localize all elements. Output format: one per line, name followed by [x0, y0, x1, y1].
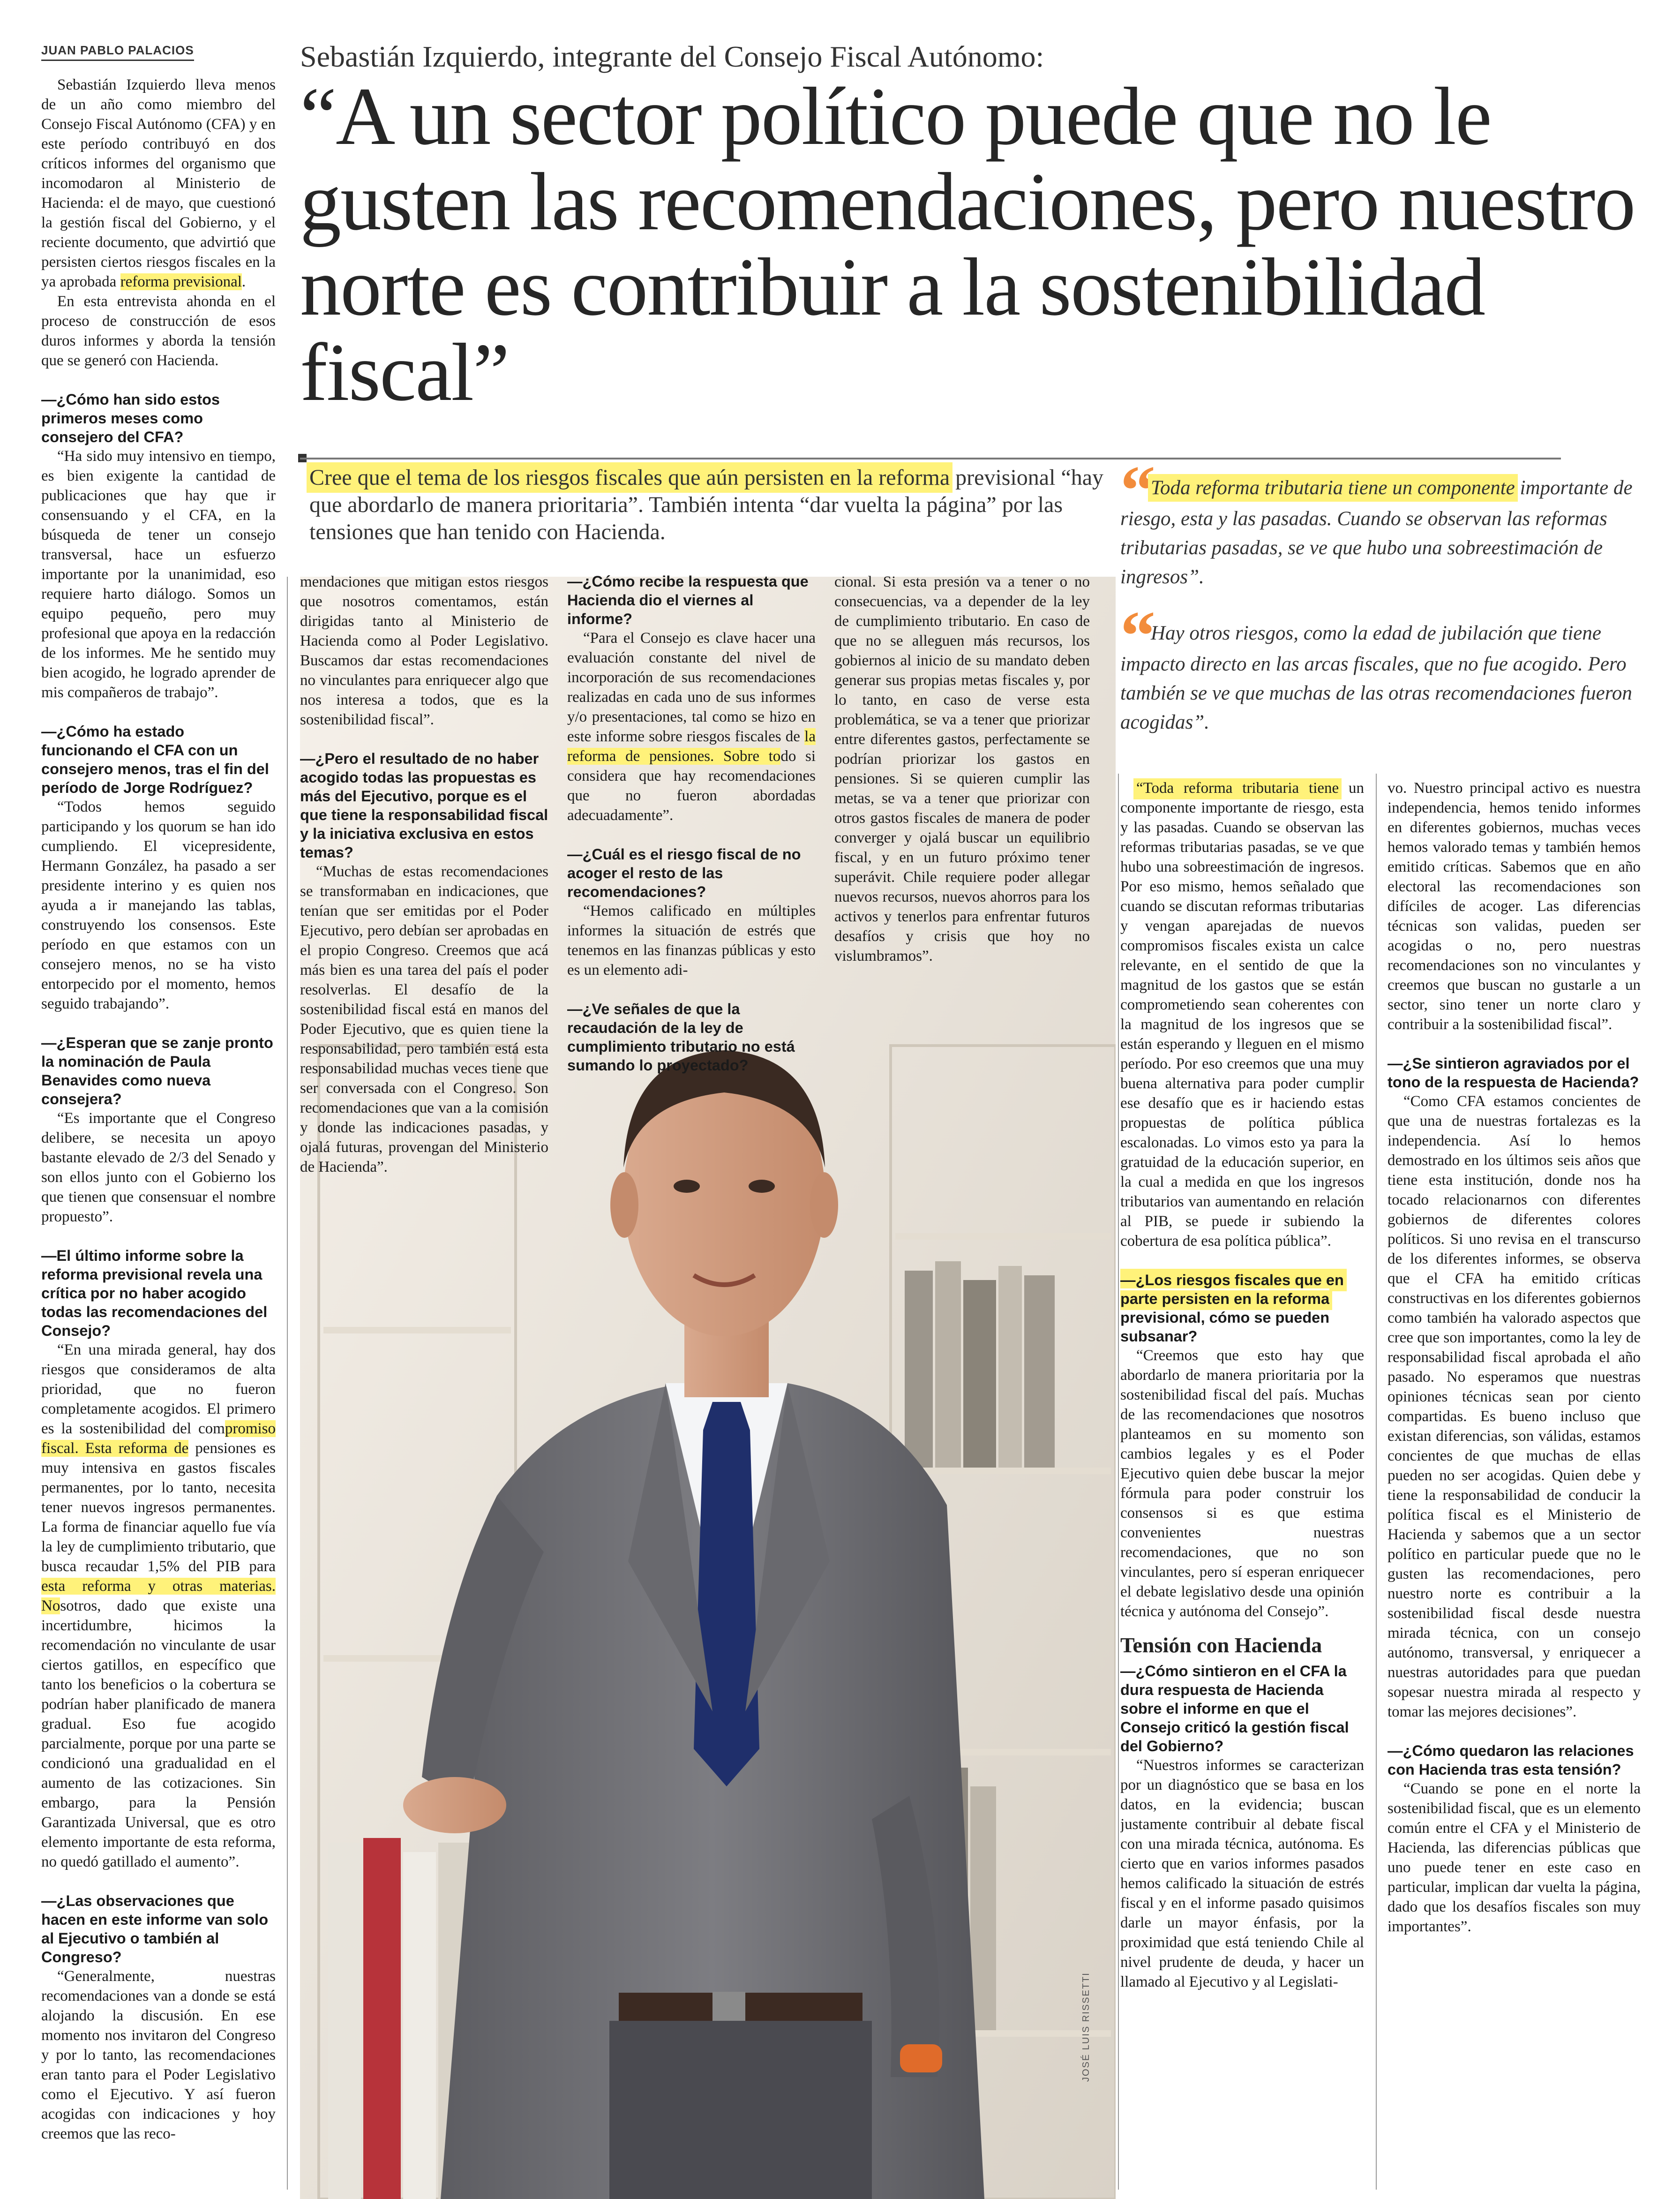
column-divider [1376, 774, 1377, 2190]
question: —¿Pero el resultado de no haber acogido todas las propuestas es más del Ejecutivo, porque es el que tiene la responsabilidad fiscal y la iniciativa exclusiva en estos temas? [300, 750, 548, 861]
paragraph: vo. Nuestro principal activo es nuestra independencia, hemos tenido informes en diferentes gobiernos, muchas veces hemos valorado temas y también hemos emitido críticas. Sabemos que en año electoral las recomendaciones son difíciles de acoger. Las diferencias técnicas son validas, pueden ser acogidas o no, pero nuestras recomendaciones son no vinculantes y creemos que buscan no gustarle a un sector, sino tener un norte claro y contribuir a la sostenibilidad fiscal”. [1388, 780, 1641, 1033]
question: —¿Cuál es el riesgo fiscal de no acoger el resto de las recomendaciones? [567, 846, 801, 900]
question: —¿Ve señales de que la recaudación de la ley de cumplimiento tributario no está sumando lo proyectado? [567, 1001, 795, 1074]
headline: “A un sector político puede que no le gusten las recomendaciones, pero nuestro norte es contribuir a la sostenibilidad fiscal” [300, 71, 1635, 418]
answer: “Nuestros informes se caracterizan por un diagnóstico que se basa en los datos, en la evidencia; buscan justamente contribuir al debate fiscal con una mirada técnica, autónoma. Es cierto que en varios informes pasados hemos calificado la situación de estrés fiscal y en el informe pasado quisimos darle un mayor énfasis, por la proximidad que está teniendo Chile al nivel prudente de deuda, y hacer un llamado al Ejecutivo y al Legislati- [1120, 1757, 1364, 1990]
answer: “Todos hemos seguido participando y los quorum se han ido cumpliendo. El vicepresidente, Hermann González, ha pasado a ser presidente interino y es quien nos ayuda a ir manejando las tablas, construyendo los consensos. Este período en que estamos con un consejero menos, no se ha visto entorpecido por el momento, hemos seguido trabajando”. [41, 798, 276, 1012]
lead-highlight: Cree que el tema de los riesgos fiscales que aún persisten en la reforma [309, 465, 950, 490]
question: —¿Los riesgos fiscales que en parte persisten en la reforma previsional, cómo se pueden subsanar? [1120, 1272, 1344, 1345]
question: —¿Esperan que se zanje pronto la nominación de Paula Benavides como nueva consejera? [41, 1034, 273, 1107]
answer: “Para el Consejo es clave hacer una evaluación constante del nivel de incorporación de sus recomendaciones realizadas en cada uno de sus informes y/o presentaciones, tal como se hizo en este informe sobre riesgos fiscales de la reforma de pensiones. Sobre todo si considera que hay recomendaciones que no fueron abordadas adecuadamente”. [567, 630, 816, 824]
column-divider [287, 577, 288, 2190]
question: —¿Las observaciones que hacen en este informe van solo al Ejecutivo o también al Congreso? [41, 1892, 269, 1966]
answer: “Ha sido muy intensivo en tiempo, es bien exigente la cantidad de publicaciones que hay que ir consensuando y el CFA, en la búsqueda de tener un consejo transversal, hace un esfuerzo importante por la unanimidad, eso requiere harto diálogo. Somos un equipo pequeño, pero muy profesional que apoya en la redacción de los informes. Me he sentido muy bien acogido, he logrado aprender de mis compañeros de trabajo”. [41, 448, 276, 701]
answer: “Hemos calificado en múltiples informes la situación de estrés que tenemos en las finanzas públicas y esto es un elemento adi- [567, 903, 816, 979]
intro-paragraph-2: En esta entrevista ahonda en el proceso de construcción de esos duros informes y aborda la tensión que se generó con Hacienda. [41, 293, 276, 369]
article-column-6 [1388, 778, 1641, 2194]
article-column-4 [834, 572, 1090, 1013]
pull-quote-1-rest: importante de riesgo, esta y las pasadas. Cuando se observan las reformas tributarias pasadas, se ve que hubo una sobreestimación de ingresos”. [1120, 477, 1633, 588]
pull-quote-1 [1120, 452, 1645, 592]
byline: JUAN PABLO PALACIOS [41, 43, 194, 61]
answer: “Cuando se pone en el norte la sostenibilidad fiscal, que es un elemento común entre el CFA y el Ministerio de Hacienda, las diferencias públicas que uno puede tener en este caso en particular, implican dar vuelta la página, dado que los desafíos fiscales son muy importantes”. [1388, 1780, 1641, 1935]
lead-rest: previsional “hay que abordarlo de manera prioritaria”. También intenta “dar vuelta la página” por las tensiones que han tenido con Hacienda. [309, 465, 1104, 544]
lead-rule [300, 458, 1561, 459]
article-column-3 [567, 572, 816, 1125]
question: —¿Se sintieron agraviados por el tono de la respuesta de Hacienda? [1388, 1055, 1639, 1091]
question: —¿Cómo recibe la respuesta que Hacienda dio el viernes al informe? [567, 573, 809, 627]
column-divider [1118, 774, 1119, 2190]
answer: “Creemos que esto hay que abordarlo de manera prioritaria por la sostenibilidad fiscal del país. Muchas de las recomendaciones que nosotros planteamos en su momento son cambios legales y es el Poder Ejecutivo quien debe buscar la mejor fórmula para poder construir los consensos si es que estima convenientes nuestras recomendaciones, que no son vinculantes, pero sí esperan enriquecer el debate legislativo desde una opinión técnica y autónoma del Consejo”. [1120, 1347, 1364, 1620]
answer: “Generalmente, nuestras recomendaciones van a donde se está alojando la discusión. En ese momento nos invitaron del Congreso y por lo tanto, las recomendaciones eran tanto para el Poder Legislativo como el Ejecutivo. Y así fueron acogidas con indicaciones y hoy creemos que las reco- [41, 1968, 276, 2142]
lead-paragraph [309, 464, 1116, 546]
photo-credit: JOSÉ LUIS RISSETTI [1081, 1972, 1091, 2082]
article-column-5 [1120, 778, 1364, 2194]
pull-quote-1-highlight: Toda reforma tributaria tiene un componente [1151, 477, 1515, 499]
quote-mark-icon: “ [1120, 597, 1146, 675]
quote-mark-icon: “ [1120, 452, 1146, 529]
answer: “Toda reforma tributaria tiene un componente importante de riesgo, esta y las pasadas. Cuando se observan las reformas tributarias pasadas, se ve que hubo una sobreestimación de ingresos. Por eso mismo, hemos señalado que cuando se discutan reformas tributarias y vengan aparejadas de nuevos compromisos fiscales exista un calce relevante, en el sentido de que la magnitud de los gastos que se están comprometiendo sean coherentes con la magnitud de los ingresos que se están esperando y lleguen en el mismo período. Por eso creemos que una muy buena alternativa para poder cumplir ese desafío que es ir haciendo estas propuestas de política pública escalonadas. Lo vimos esto ya para la gratuidad de la educación superior, en la cual a medida en que los ingresos tributarios van aumentando en relación al PIB, se puede ir subiendo la cobertura de esa política pública”. [1120, 780, 1364, 1250]
paragraph: mendaciones que mitigan estos riesgos que nosotros comentamos, están dirigidas tanto al Ministerio de Hacienda como al Poder Legislativo. Buscamos dar estas recomendaciones no vinculantes para enriquecer algo que nos interesa a todos, que es la sostenibilidad fiscal”. [300, 573, 548, 728]
question: —¿Cómo sintieron en el CFA la dura respuesta de Hacienda sobre el informe en que el Consejo criticó la gestión fiscal del Gobierno? [1120, 1663, 1349, 1755]
pull-quote-2-text: Hay otros riesgos, como la edad de jubilación que tiene impacto directo en las arcas fiscales, que no fue acogido. Pero también se ve que muchas de las otras recomendaciones fueron acogidas”. [1120, 622, 1632, 733]
question: —¿Cómo han sido estos primeros meses como consejero del CFA? [41, 391, 220, 445]
answer: “Es importante que el Congreso delibere, se necesita un apoyo bastante elevado de 2/3 del Senado y son ellos junto con el Gobierno los que tienen que consensuar el nombre propuesto”. [41, 1110, 276, 1225]
kicker: Sebastián Izquierdo, integrante del Consejo Fiscal Autónomo: [300, 40, 1044, 73]
pull-quote-2 [1120, 597, 1645, 737]
article-column-1 [41, 75, 276, 2194]
paragraph: cional. Si esta presión va a tener o no consecuencias, va a depender de la ley de cumplimiento tributario. En caso de que no se alleguen más recursos, los gobiernos al inicio de su mandato deben generar sus propias metas fiscales y, por lo tanto, en caso de verse esta problemática, se va a tener que priorizar entre diferentes gastos, perfectamente se podrían priorizar los gastos en pensiones. Si se quieren cumplir las metas, se va a tener que priorizar con otros gastos fiscales de manera de poder converger y ojalá buscar un equilibrio fiscal, y en un futuro próximo tener superávit. Chile requiere poder allegar nuevos recursos, nuevos ahorros para los activos y tenerlos para enfrentar futuros desafíos y crisis que hoy no vislumbramos”. [834, 573, 1090, 964]
answer: “Muchas de estas recomendaciones se transformaban en indicaciones, que tenían que ser emitidas por el Poder Ejecutivo, pero debían ser aprobadas en el propio Congreso. Creemos que acá más bien es una tarea del país el poder resolverlas. El desafío de la sostenibilidad fiscal está en manos del Poder Ejecutivo, que es quien tiene la responsabilidad, pero también está esta responsabilidad muchas veces tiene que ser conversada con el Congreso. Son recomendaciones que van a la comisión y donde las indicaciones pasadas, y ojalá futuras, provengan del Ministerio de Hacienda”. [300, 863, 548, 1175]
answer: “Como CFA estamos concientes de que una de nuestras fortalezas es la independencia. Así lo hemos demostrado en los últimos seis años que tiene esta institución, donde nos ha tocado relacionarnos con diferentes gobiernos de diferentes colores políticos. Si uno revisa en el transcurso de los diferentes informes, se observa que el CFA ha emitido críticas constructivas en los diferentes gobiernos como también ha valorado aspectos que cree que son importantes, como la ley de responsabilidad fiscal aprobada el año pasado. No esperamos que nuestras opiniones técnicas sean por ciento compartidas. Es bueno incluso que existan diferencias, son válidas, estamos concientes de que muchas de ellas pueden no ser acogidas. Quien debe y tiene la responsabilidad de conducir la política fiscal es el Ministerio de Hacienda y sabemos que a un sector político en particular puede que no le gusten las recomendaciones, pero nuestro norte es contribuir a la sostenibilidad fiscal desde nuestra mirada técnica, con un consejo autónomo, transversal, y enriquecer a nuestras autoridades para que puedan sopesar nuestra mirada al respecto y tomar las mejores decisiones”. [1388, 1093, 1641, 1720]
answer: “En una mirada general, hay dos riesgos que consideramos de alta prioridad, que no fueron completamente acogidos. El primero es la sostenibilidad del compromiso fiscal. Esta reforma de pensiones es muy intensiva en gastos fiscales permanentes, por lo tanto, necesita tener nuevos ingresos permanentes. La forma de financiar aquello fue vía la ley de cumplimiento tributario, que busca recaudar 1,5% del PIB para esta reforma y otras materias. Nosotros, dado que existe una incertidumbre, hicimos la recomendación no vinculante de usar ciertos gatillos, en específico que tanto los beneficios o la cobertura se podrían haber planificado de manera gradual. Eso fue acogido parcialmente, porque por una parte se condicionó una gradualidad en el aumento de las cotizaciones. Sin embargo, para la Pensión Garantizada Universal, que es otro elemento importante de esta reforma, no quedó gatillado el aumento”. [41, 1341, 276, 1870]
question: —¿Cómo ha estado funcionando el CFA con un consejero menos, tras el fin del período de Jorge Rodríguez? [41, 723, 269, 796]
intro-paragraph: Sebastián Izquierdo lleva menos de un año como miembro del Consejo Fiscal Autónomo (CFA) y en este período contribuyó en dos críticos informes del organismo que incomodaron al Ministerio de Hacienda: el de mayo, que cuestionó la gestión fiscal del Gobierno, y el reciente documento, que advirtió que persisten ciertos riesgos fiscales en la ya aprobada reforma previsional. [41, 76, 276, 290]
section-subhead: Tensión con Hacienda [1120, 1633, 1322, 1657]
article-column-2 [300, 572, 548, 1247]
question: —¿Cómo quedaron las relaciones con Hacienda tras esta tensión? [1388, 1742, 1634, 1778]
question: —El último informe sobre la reforma previsional revela una crítica por no haber acogido todas las recomendaciones del Consejo? [41, 1247, 268, 1339]
